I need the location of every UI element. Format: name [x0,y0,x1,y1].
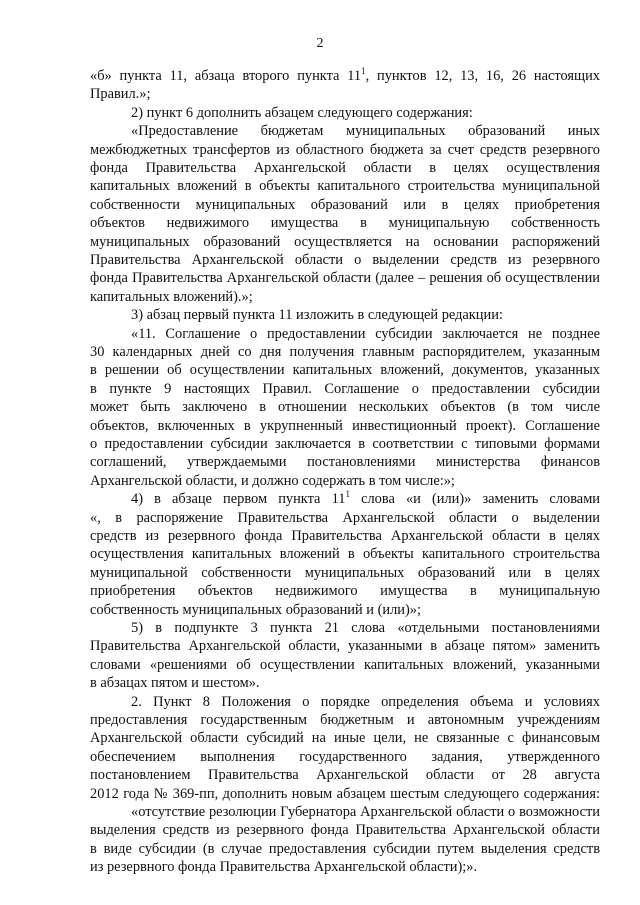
line-text: выделения средств из резервного фонда Правительства Архангельской области [90,822,600,839]
line-text: обеспечением выполнения государственного задания, утвержденного [90,748,600,765]
page-number: 2 [316,36,324,51]
line-text: собственность муниципальных образований и (или)»; [90,601,421,618]
text-line [90,67,600,86]
line-text: собственности муниципальных образований или в целях приобретения [90,196,600,213]
text-line [90,821,600,840]
line-text: «б» пункта 11, абзаца второго пункта 11 [90,68,362,84]
text-line [90,417,600,436]
line-text: 2) пункт 6 дополнить абзацем следующего содержания: [131,104,473,121]
line-text: 2012 года № 369-пп, дополнить новым абзацем шестым следующего содержания: [90,785,600,802]
text-line [131,306,600,325]
text-line [90,527,600,546]
line-text: в виде субсидии (в случае предоставления субсидии путем выделения средств [90,840,600,857]
line-text: капитальных вложений в объекты капитального строительства муниципальной [90,178,600,195]
line-text: межбюджетных трансфертов из областного бюджета за счет средств резервного [90,141,600,158]
text-line [131,325,600,344]
text-line [90,509,600,528]
line-text: о предоставлении субсидии заключается в соответствии с типовыми формами [90,436,600,452]
text-line [90,656,600,675]
text-line [90,748,600,767]
line-text: осуществления капитальных вложений в объекты капитального строительства [90,546,600,563]
line-text: соглашений, утверждаемыми постановлениями министерства финансов [90,454,600,471]
text-line [131,122,600,141]
text-line [90,840,600,859]
line-text: «Предоставление бюджетам муниципальных образований иных [131,123,600,140]
text-line [90,380,600,399]
line-text: муниципальной собственности муниципальных образований или в целях [90,564,600,581]
text-line [90,637,600,656]
text-line [90,269,600,288]
line-text: фонда Правительства Архангельской области в целях осуществления [90,160,600,176]
text-line [90,601,600,620]
line-text: 30 календарных дней со дня получения главным распорядителем, указанным [90,344,600,360]
line-text: Правительства Архангельской области о выделении средств из резервного [90,252,600,268]
text-line [90,858,600,877]
line-text: 5) в подпункте 3 пункта 21 слова «отдельными постановлениями [131,620,600,636]
text-line [90,159,600,178]
text-line [131,619,600,638]
text-line [90,674,600,693]
line-text: 3) абзац первый пункта 11 изложить в следующей редакции: [131,307,503,324]
text-line [90,141,600,160]
line-text: приобретения объектов недвижимого имущества в муниципальную [90,583,600,600]
text-line [90,472,600,491]
text-line [131,803,600,822]
text-line [90,214,600,233]
line-text: «отсутствие резолюции Губернатора Архангельской области о возможности [131,804,600,820]
line-text: в абзацах пятом и шестом». [90,675,260,692]
text-line [90,177,600,196]
text-line [90,435,600,454]
line-text: Архангельской области субсидий на иные цели, не связанные с финансовым [90,730,600,747]
line-text: Правительства Архангельской области, указанными в абзаце пятом» заменить [90,638,600,655]
text-line [90,453,600,472]
text-line [90,196,600,215]
superscript: 1 [345,489,350,500]
text-line [90,729,600,748]
text-line [131,104,600,123]
line-text: муниципальных образований осуществляется на основании распоряжений [90,233,600,250]
line-text: объектов, включенных в укрупненный инвестиционный проект). Соглашение [90,417,600,434]
text-line [90,233,600,252]
text-line [90,398,600,417]
line-text: может быть заключено в отношении нескольких объектов (в том числе [90,399,600,416]
line-text: Архангельской области, и должно содержать в том числе:»; [90,472,455,489]
text-line [90,711,600,730]
line-text-continued: , пунктов 12, 13, 16, 26 настоящих [365,68,600,84]
text-line [90,582,600,601]
text-line [131,693,600,712]
text-line [90,288,600,307]
line-text: из резервного фонда Правительства Архангельской области);». [90,859,478,876]
line-text: постановлением Правительства Архангельской области от 28 августа [90,767,600,784]
line-text: капитальных вложений).»; [90,288,253,305]
line-text: объектов недвижимого имущества в муниципальную собственность [90,215,600,232]
line-text: фонда Правительства Архангельской области (далее – решения об осуществлении [90,270,600,287]
text-line [90,343,600,362]
line-text: 4) в абзаце первом пункта 11 [131,491,346,508]
line-text: в решении об осуществлении капитальных вложений, документов, указанных [90,362,600,379]
line-text: 2. Пункт 8 Положения о порядке определения объема и условиях [131,693,600,710]
line-text: Правил.»; [90,86,151,103]
text-line [90,766,600,785]
line-text-continued: слова «и (или)» заменить словами [349,491,600,508]
line-text: средств из резервного фонда Правительства Архангельской области в целях [90,528,600,544]
text-line [131,490,600,509]
text-line [90,85,600,104]
text-line [90,785,600,804]
line-text: «, в распоряжение Правительства Архангельской области о выделении [90,509,600,526]
text-line [90,251,600,270]
text-line [90,564,600,583]
line-text: «11. Соглашение о предоставлении субсидии заключается не позднее [131,325,600,342]
superscript: 1 [361,66,366,76]
text-line [90,545,600,564]
line-text: предоставления государственным бюджетным и автономным учреждениям [90,712,600,728]
line-text: словами «решениями об осуществлении капитальных вложений, указанными [90,656,600,673]
line-text: в пункте 9 настоящих Правил. Соглашение о предоставлении субсидии [90,380,600,397]
text-line [90,361,600,380]
